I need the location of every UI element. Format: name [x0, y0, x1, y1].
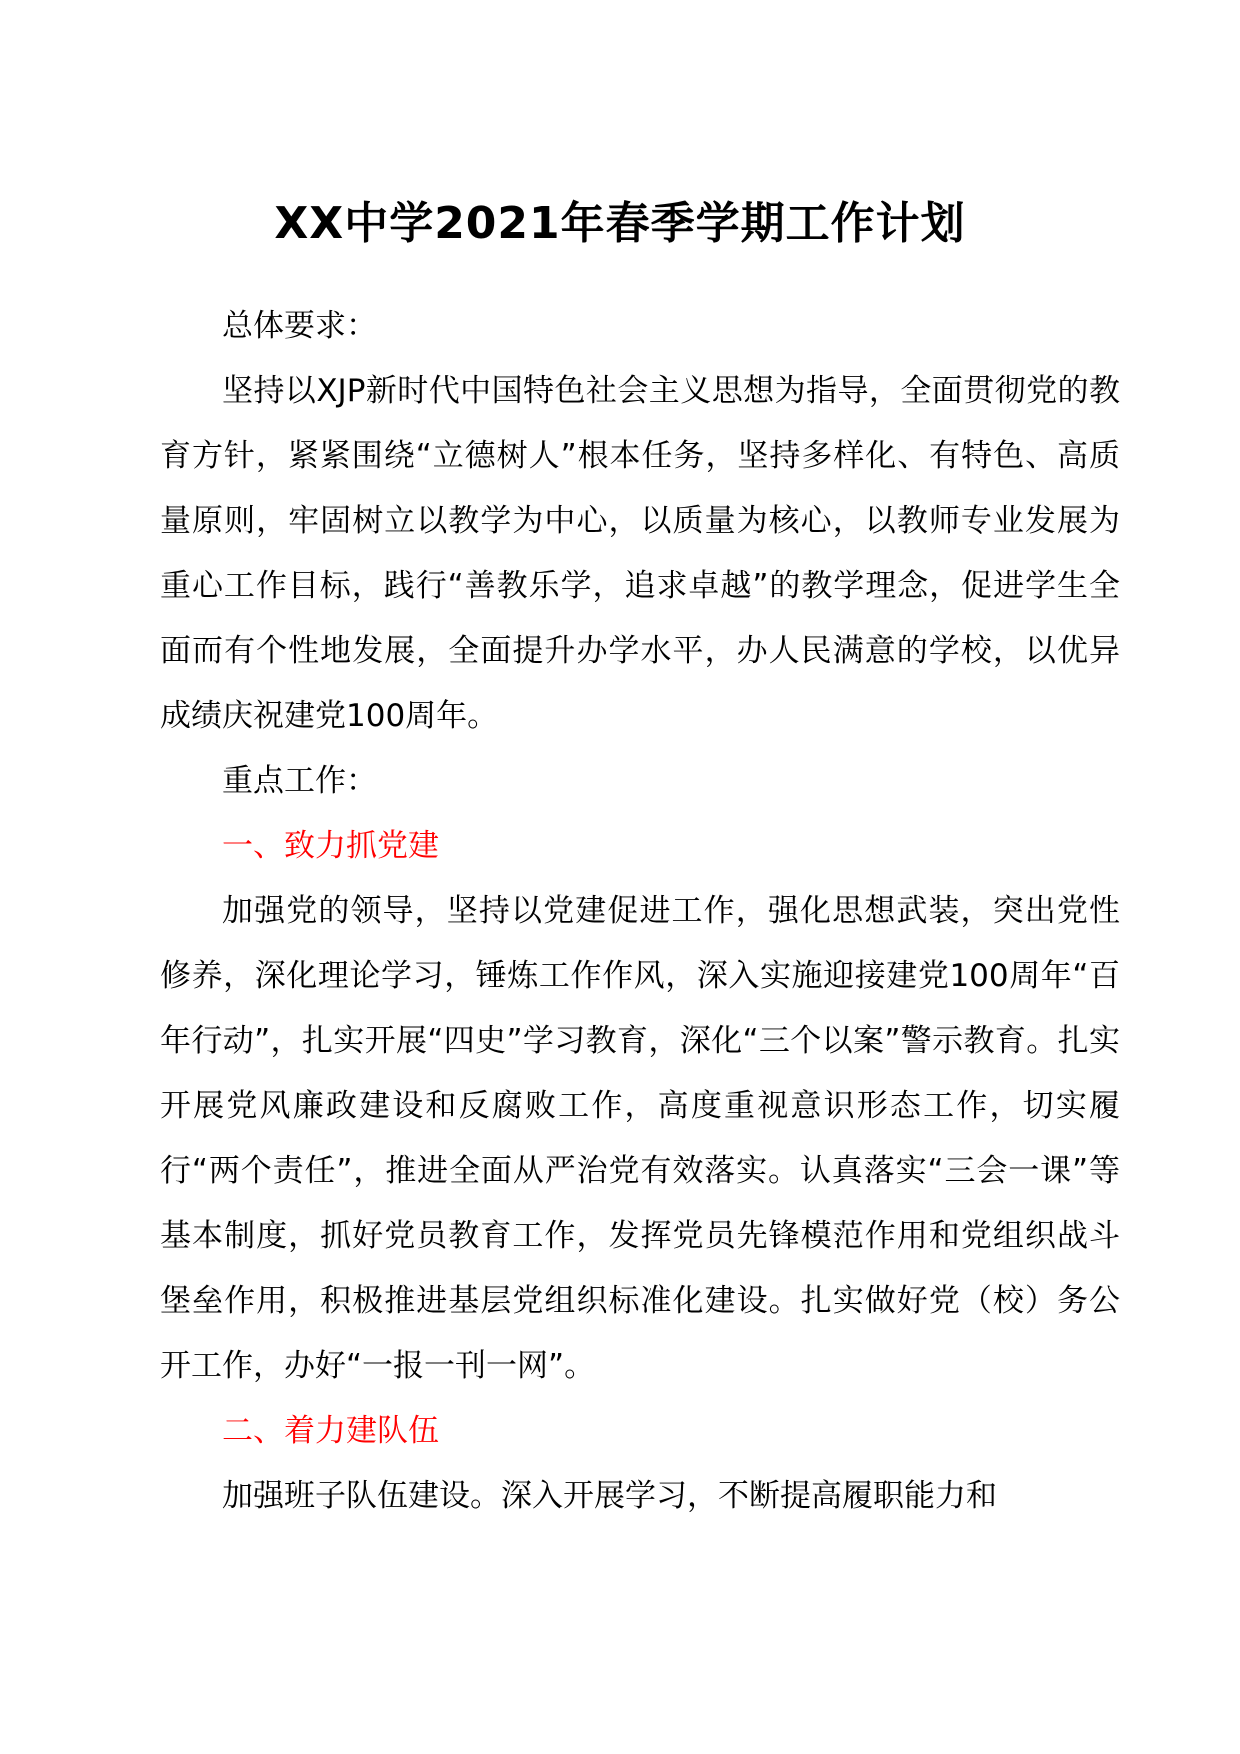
general-requirements-text: 坚持以XJP新时代中国特色社会主义思想为指导，全面贯彻党的教育方针，紧紧围绕“立德树人”根本任务，坚持多样化、有特色、高质量原则，牢固树立以教学为中心，以质量为核心，以教师专业发展为重心工作目标，践行“善教乐学，追求卓越”的教学理念，促进学生全面而有个性地发展，全面提升办学水平，办人民满意的学校，以优异成绩庆祝建党100周年。	[160, 373, 1120, 734]
document-body	[160, 294, 1120, 1529]
key-work-label: 重点工作：	[222, 763, 377, 799]
section-text-team-building: 加强班子队伍建设。深入开展学习，不断提高履职能力和	[222, 1478, 997, 1514]
section-heading-team-building: 二、着力建队伍	[222, 1413, 439, 1449]
section-heading-party-building: 一、致力抓党建	[222, 828, 439, 864]
section-text-party-building: 加强党的领导，坚持以党建促进工作，强化思想武装，突出党性修养，深化理论学习，锤炼工作作风，深入实施迎接建党100周年“百年行动”，扎实开展“四史”学习教育，深化“三个以案”警示教育。扎实开展党风廉政建设和反腐败工作，高度重视意识形态工作，切实履行“两个责任”，推进全面从严治党有效落实。认真落实“三会一课”等基本制度，抓好党员教育工作，发挥党员先锋模范作用和党组织战斗堡垒作用，积极推进基层党组织标准化建设。扎实做好党（校）务公开工作，办好“一报一刊一网”。	[160, 893, 1120, 1384]
general-requirements-label: 总体要求：	[222, 308, 377, 344]
document-title: XX中学2021年春季学期工作计划	[274, 198, 966, 249]
